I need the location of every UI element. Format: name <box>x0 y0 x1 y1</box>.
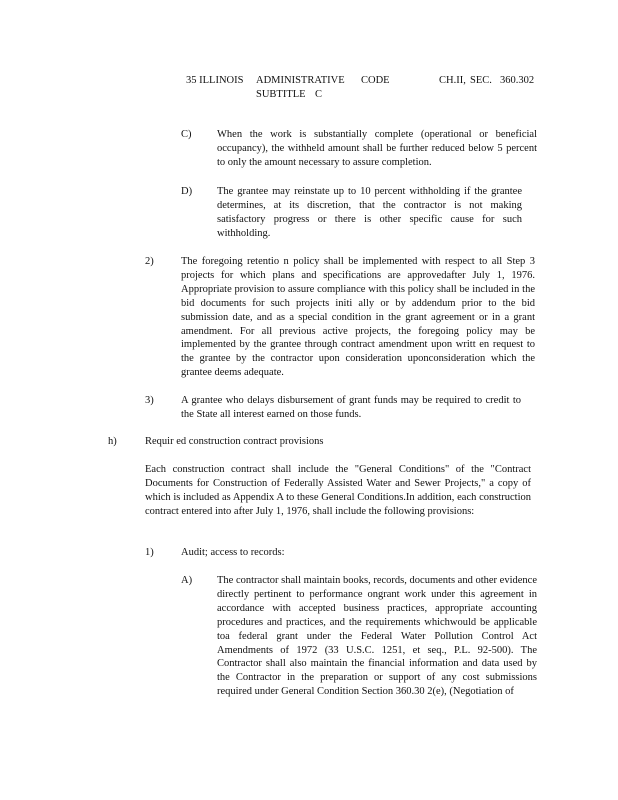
paragraph-a <box>217 574 537 699</box>
item-label: D) <box>181 186 193 197</box>
paragraph-d <box>217 185 522 241</box>
header-section-label: SEC. <box>470 75 492 86</box>
paragraph-text: Each construction contract shall include the "General Conditions" of the "Contract Documents for Construction of Federally Assisted Water and Sewer Projects," a copy of which is included as Appendix A to these General Conditions.In addition, each construction contract entered into after July 1, 1976, shall include the following provisions: <box>145 464 531 517</box>
item-label: C) <box>181 129 192 140</box>
section-label: h) <box>108 436 117 447</box>
paragraph-text: When the work is substantially complete (operational or beneficial occupancy), the withheld amount shall be further reduced below 5 percent to only the amount necessary to assure completion. <box>217 129 537 168</box>
header-subtitle: SUBTITLE <box>256 89 306 100</box>
header-chapter: CH.II, <box>439 75 466 86</box>
paragraph-c <box>217 128 537 170</box>
header-subtitle-letter: C <box>315 89 323 100</box>
item-label: 2) <box>145 256 154 267</box>
paragraph-3 <box>181 394 521 422</box>
header-section-number: 360.302 <box>500 75 535 86</box>
header-title-part: CODE <box>361 75 390 86</box>
item-label: A) <box>181 575 193 586</box>
paragraph-text: A grantee who delays disbursement of grant funds may be required to credit to the State all interest earned on those funds. <box>181 395 521 420</box>
paragraph-2 <box>181 255 535 380</box>
page-header <box>186 74 546 102</box>
subsection-heading: Audit; access to records: <box>181 547 285 558</box>
paragraph-text: The grantee may reinstate up to 10 percent withholding if the grantee determines, at its discretion, that the contractor is not making satisfactory progress or there is other specific cause for such withholding. <box>217 186 522 239</box>
header-title-part: ADMINISTRATIVE <box>256 75 345 86</box>
paragraph-text: The foregoing retentio n policy shall be implemented with respect to all Step 3 projects for which plans and specifications are approvedafter July 1, 1976. Appropriate provision to assure compliance with this policy shall be included in the bid documents for such projects initi ally or by addendum prior to the bid submission date, and as a special condition in the grant agreement or in a grant amendment. For all previous active projects, the foregoing policy may be implemented by the grantee through contract amendment upon writt en request to the grantee by the contractor upon consideration uponconsideration which the grantee deems adequate. <box>181 256 535 379</box>
header-title-part: 35 ILLINOIS <box>186 75 244 86</box>
item-label: 1) <box>145 547 154 558</box>
paragraph-h <box>145 463 531 519</box>
header-line-1 <box>186 74 546 88</box>
section-heading: Requir ed construction contract provisions <box>145 436 324 447</box>
item-label: 3) <box>145 395 154 406</box>
paragraph-text: The contractor shall maintain books, records, documents and other evidence directly pertinent to performance ongrant work under this agreement in accordance with accepted business practices, appropriate accounting procedures and practices, and the requirements whichwould be applicable toa federal grant under the Federal Water Pollution Control Act Amendments of 1972 (33 U.S.C. 1251, et seq., P.L. 92-500). The Contractor shall also maintain the financial information and data used by the Contractor in the preparation or support of any cost submissions required under General Condition Section 360.30 2(e), (Negotiation of <box>217 575 537 698</box>
header-line-2 <box>186 88 546 102</box>
